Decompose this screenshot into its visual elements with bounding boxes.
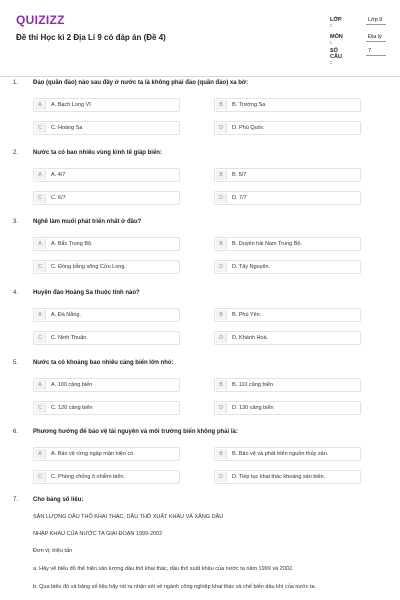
option-text: C. Hoàng Sa [51,125,83,131]
option-text: A. 100 cảng biển [51,382,93,388]
meta-class-underline [366,24,386,25]
option-text: C. Phòng chống ô nhiễm biển. [51,474,125,480]
option-text: A. Bạch Long Vĩ [51,102,91,108]
option-letter: B [216,170,227,180]
option-text: B. Bảo vệ và phát triển nguồn thủy sản. [232,451,329,457]
option-c[interactable] [33,191,180,205]
meta-class-value: Lớp 9 [368,17,383,23]
option-letter: B [216,449,227,459]
question-number: 5. [13,360,19,366]
question-number: 6. [13,429,19,435]
option-a[interactable] [33,237,180,251]
meta-subject-label: MÔN : [330,34,343,46]
meta-subject-underline [366,41,386,42]
option-c[interactable] [33,121,180,135]
question-text: Nghề làm muối phát triển nhất ở đâu? [33,219,142,225]
option-text: D. Tiếp tục khai thác khoáng sản biển. [232,474,326,480]
option-a[interactable] [33,447,180,461]
option-a[interactable] [33,378,180,392]
quizizz-logo: QUIZIZZ [16,13,65,27]
option-d[interactable] [214,401,361,415]
worksheet-title: Đề thi Học kì 2 Địa Lí 9 có đáp án (Đề 4) [16,33,166,42]
option-letter: B [216,100,227,110]
option-text: B. Trường Sa [232,102,266,108]
option-text: B. 5/7 [232,172,247,178]
meta-subject-value: Địa lý [368,34,382,40]
option-text: A. Bảo vệ rừng ngập mặn hiện có. [51,451,135,457]
option-d[interactable] [214,260,361,274]
task-a: a. Hãy vẽ biểu đồ thể hiện sản lượng dầu thô khai thác, dầu thô xuất khẩu của nước ta năm 1999 và 2002. [33,566,294,572]
option-b[interactable] [214,447,361,461]
option-a[interactable] [33,308,180,322]
question-number: 2. [13,150,19,156]
option-letter: D [216,262,227,272]
option-letter: D [216,472,227,482]
option-letter: D [216,193,227,203]
question-number: 1. [13,80,19,86]
option-text: C. Ninh Thuận. [51,335,88,341]
option-letter: C [35,333,46,343]
option-text: D. Tây Nguyên. [232,264,271,270]
option-b[interactable] [214,308,361,322]
option-letter: D [216,123,227,133]
table-title-line-2: NHẬP KHẨU CỦA NƯỚC TA GIAI ĐOẠN 1999-2002 [33,531,163,537]
meta-count-value: 7 [368,48,372,54]
question-text: Huyện đảo Hoàng Sa thuộc tỉnh nào? [33,290,140,296]
question-number: 4. [13,290,19,296]
option-letter: D [216,403,227,413]
option-letter: B [216,239,227,249]
question-number: 7. [13,497,19,503]
option-letter: C [35,403,46,413]
option-d[interactable] [214,121,361,135]
option-a[interactable] [33,98,180,112]
option-text: D. 130 cảng biển [232,405,274,411]
question-text: Đảo (quần đảo) nào sau đây ở nước ta là không phải đảo (quần đảo) xa bờ: [33,80,249,86]
question-text: Cho bảng số liệu: [33,497,84,503]
option-letter: C [35,472,46,482]
option-text: A. Bắc Trung Bộ. [51,241,93,247]
option-letter: D [216,333,227,343]
worksheet-header [0,0,400,77]
option-letter: A [35,239,46,249]
option-text: C. 120 cảng biển [51,405,93,411]
question-text: Nước ta có bao nhiêu vùng kinh tế giáp biển: [33,150,162,156]
meta-count-label: SỐ CÂU : [330,48,342,66]
question-number: 3. [13,219,19,225]
question-text: Nước ta có khoảng bao nhiêu cảng biển lớn nhỏ: [33,360,174,366]
option-text: D. Khánh Hoà. [232,335,269,341]
option-c[interactable] [33,470,180,484]
unit-line: Đơn vị: triệu tấn [33,548,73,554]
option-text: B. Duyên hải Nam Trung Bộ. [232,241,303,247]
option-text: A. Đà Nẵng. [51,312,81,318]
meta-count-underline [366,55,386,56]
option-c[interactable] [33,260,180,274]
option-text: A. 4/7 [51,172,66,178]
option-b[interactable] [214,168,361,182]
task-b: b. Qua biểu đồ và bảng số liệu hãy rút ra nhận xét về ngành công nghiệp khai thác và chế biến dầu khí của nước ta. [33,584,317,590]
option-letter: B [216,380,227,390]
option-letter: A [35,170,46,180]
option-letter: A [35,380,46,390]
option-d[interactable] [214,470,361,484]
option-b[interactable] [214,237,361,251]
option-text: B. Phú Yên. [232,312,262,318]
option-c[interactable] [33,331,180,345]
question-text: Phương hướng để bảo vệ tài nguyên và môi trường biển không phải là: [33,429,238,435]
option-b[interactable] [214,98,361,112]
meta-class-label: LỚP : [330,17,342,29]
table-title-line-1: SẢN LƯỢNG DẦU THÔ KHAI THÁC, DẦU THÔ XUẤT KHẨU VÀ XĂNG DẦU [33,514,224,520]
option-d[interactable] [214,191,361,205]
option-text: C. 6/7 [51,195,66,201]
option-text: D. Phú Quốc [232,125,264,131]
option-c[interactable] [33,401,180,415]
option-letter: A [35,449,46,459]
option-letter: A [35,100,46,110]
option-d[interactable] [214,331,361,345]
option-text: D. 7/7 [232,195,247,201]
option-text: C. Đồng bằng sông Cửu Long. [51,264,126,270]
option-letter: C [35,123,46,133]
option-b[interactable] [214,378,361,392]
option-text: B. 110 cảng biển [232,382,273,388]
option-letter: B [216,310,227,320]
option-a[interactable] [33,168,180,182]
option-letter: A [35,310,46,320]
option-letter: C [35,193,46,203]
option-letter: C [35,262,46,272]
